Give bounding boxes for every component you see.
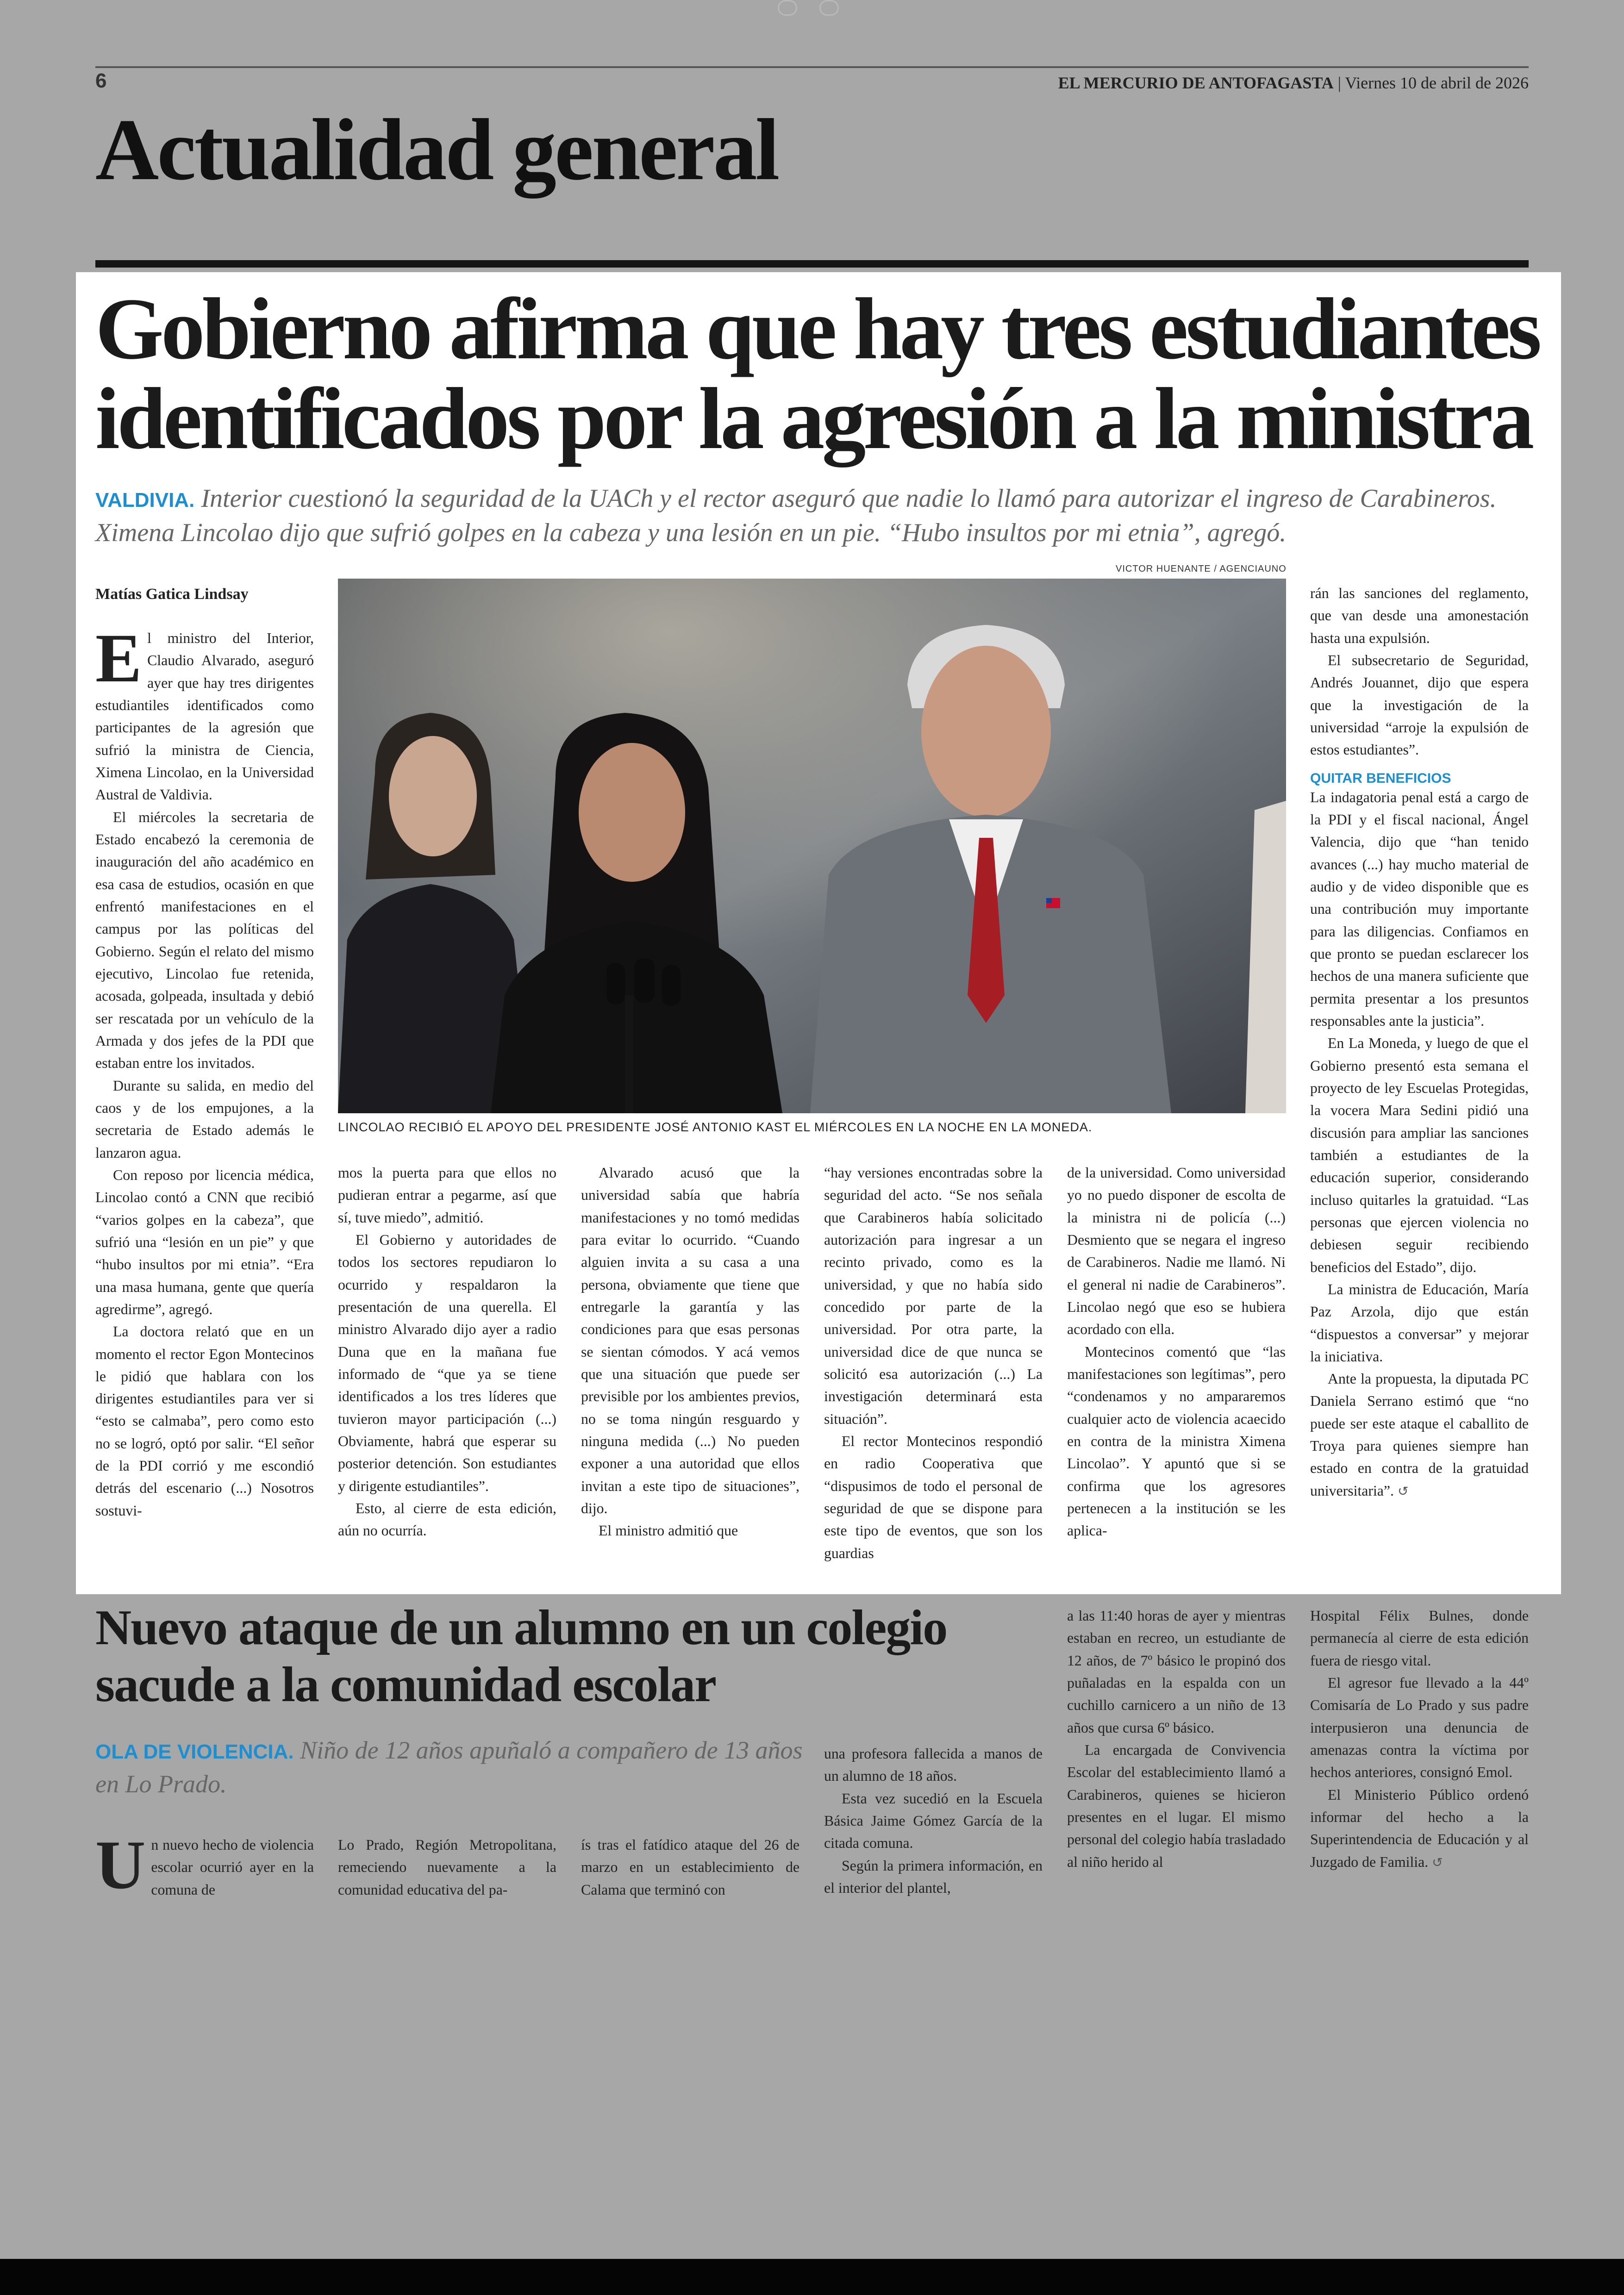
second-column-6 bbox=[1310, 1605, 1529, 1873]
drop-cap: E bbox=[95, 620, 142, 697]
issue-date: Viernes 10 de abril de 2026 bbox=[1345, 74, 1529, 92]
second-deck bbox=[95, 1734, 808, 1801]
paragraph: una profesora fallecida a manos de un alumno de 18 años. bbox=[824, 1746, 1043, 1784]
paragraph: Esto, al cierre de esta edición, aún no ocurría. bbox=[338, 1500, 556, 1539]
paragraph: Ante la propuesta, la diputada PC Daniela Serrano estimó que “no puede ser este ataque el caballito de Troya para quienes siempre han estado en contra de la gratuidad universitaria”. bbox=[1310, 1371, 1529, 1499]
main-column-3 bbox=[581, 1162, 800, 1542]
subheading: QUITAR BENEFICIOS bbox=[1310, 770, 1451, 786]
paragraph: Alvarado acusó que la universidad sabía que habría manifestaciones y no tomó medidas para evitar lo ocurrido. “Cuando alguien invita a su casa a una persona, obviamente que tiene que entregarle la garantía y las condiciones para que esas personas se sientan cómodos. Y acá vemos que una situación que puede ser previsible por los ambientes previos, no se toma ningún resguardo y ninguna medida (...) No pueden exponer a una autoridad que ellos invitan a este tipo de situaciones”, dijo. bbox=[581, 1165, 800, 1516]
paragraph: La doctora relató que en un momento el rector Egon Montecinos le pidió que hablara con los dirigentes estudiantiles para ver si “esto se calmaba”, pero como esto no se logró, optó por salir. “El señor de la PDI corrió y me escondió detrás del escenario (...) Nosotros sostuvi- bbox=[95, 1323, 314, 1519]
newspaper-name: EL MERCURIO DE ANTOFAGASTA bbox=[1058, 74, 1334, 92]
paragraph: El Gobierno y autoridades de todos los sectores repudiaron lo ocurrido y respaldaron la presentación de una querella. El ministro Alvarado dijo ayer a radio Duna que en la mañana fue informado de “que ya se tiene identificados a los tres líderes que tuvieron mayor participación (...) Obviamente, habrá que esperar su posterior detención. Son estudiantes y dirigente estudiantiles”. bbox=[338, 1231, 556, 1494]
second-headline: Nuevo ataque de un alumno en un colegio sacude a la comunidad escolar bbox=[95, 1600, 947, 1713]
paragraph: La indagatoria penal está a cargo de la PDI y el fiscal nacional, Ángel Valencia, dijo que “han tenido avances (...) hay mucho material de audio y de video disponible que es una contribución muy importante para las diligencias. Confiamos en que pronto se puedan esclarecer los hechos de una manera suficiente que permita presentar a los presuntos responsables ante la justicia”. bbox=[1310, 789, 1529, 1029]
main-column-5 bbox=[1067, 1162, 1286, 1542]
paragraph: l ministro del Interior, Claudio Alvarado, aseguró ayer que hay tres dirigentes estudiantiles identificados como participantes de la agresión que sufrió la ministra de Ciencia, Ximena Lincolao, en la Universidad Austral de Valdivia. bbox=[95, 630, 314, 803]
main-column-4 bbox=[824, 1162, 1043, 1565]
main-column-2 bbox=[338, 1162, 556, 1542]
paragraph: Según la primera información, en el interior del plantel, bbox=[824, 1857, 1043, 1896]
paragraph: El rector Montecinos respondió en radio Cooperativa que “dispusimos de todo el personal de seguridad de que se dispone para este tipo de eventos, que son los guardias bbox=[824, 1433, 1043, 1561]
second-column-3 bbox=[581, 1834, 800, 1901]
photo-credit: VICTOR HUENANTE / AGENCIAUNO bbox=[1116, 564, 1287, 574]
paragraph: Durante su salida, en medio del caos y de los empujones, a la secretaria de Estado además le lanzaron agua. bbox=[95, 1077, 314, 1161]
end-mark-icon: ↺ bbox=[1397, 1483, 1409, 1499]
paragraph: La ministra de Educación, María Paz Arzola, dijo que están “dispuestos a conversar” y mejorar la iniciativa. bbox=[1310, 1281, 1529, 1365]
second-deck-text: Niño de 12 años apuñaló a compañero de 13 años en Lo Prado. bbox=[95, 1736, 803, 1798]
main-kicker: VALDIVIA. bbox=[95, 489, 195, 511]
headline-line-1: Gobierno afirma que hay tres estudiantes bbox=[95, 281, 1539, 378]
second-kicker: OLA DE VIOLENCIA. bbox=[95, 1740, 294, 1763]
top-page-indicator bbox=[778, 0, 847, 14]
paragraph: Montecinos comentó que “las manifestaciones son legítimas”, pero “condenamos y no ampararemos cualquier acto de violencia acaecido en contra de la ministra Ximena Lincolao”. Y apuntó que si se confirma que los agresores pertenecen a la institución se les aplica- bbox=[1067, 1343, 1286, 1539]
paragraph: mos la puerta para que ellos no pudieran entrar a pegarme, así que sí, tuve miedo”, admitió. bbox=[338, 1165, 556, 1226]
second-column-2 bbox=[338, 1834, 556, 1901]
paragraph: El Ministerio Público ordenó informar del hecho a la Superintendencia de Educación y al Juzgado de Familia. bbox=[1310, 1786, 1529, 1870]
paragraph: de la universidad. Como universidad yo no puedo disponer de escolta de la ministra ni de policía (...) Desmiento que se negara el ingreso de Carabineros. Nadie me llamó. Ni el general ni nadie de Carabineros”. Lincolao negó que eso se hubiera acordado con ella. bbox=[1067, 1165, 1286, 1338]
end-mark-icon: ↺ bbox=[1432, 1854, 1443, 1870]
second-column-4 bbox=[824, 1743, 1043, 1899]
main-headline bbox=[95, 281, 1549, 468]
paragraph: Hospital Félix Bulnes, donde permanecía al cierre de esta edición fuera de riesgo vital. bbox=[1310, 1608, 1529, 1669]
headline-line-2: identificados por la agresión a la ministra bbox=[95, 370, 1532, 468]
page-dot-icon bbox=[819, 0, 839, 16]
main-deck bbox=[95, 481, 1535, 550]
second-column-5 bbox=[1067, 1605, 1286, 1873]
paragraph: En La Moneda, y luego de que el Gobierno presentó esta semana el proyecto de ley Escuelas Protegidas, la vocera Mara Sedini pidió una discusión para ampliar las sanciones también a estudiantes de la educación superior, considerando incluso quitarles la gratuidad. “Las personas que ejercen violencia no debiesen seguir recibiendo beneficios del Estado”, dijo. bbox=[1310, 1035, 1529, 1275]
drop-cap: U bbox=[95, 1827, 146, 1903]
paragraph: “hay versiones encontradas sobre la seguridad del acto. “Se nos señala que Carabineros había solicitado autorización para ingresar a un recinto privado, como es la universidad, y que no había sido concedido por parte de la universidad. Por otra parte, la universidad dice de que nunca se solicitó esa autorización (...) La investigación determinará esta situación”. bbox=[824, 1165, 1043, 1427]
section-title: Actualidad general bbox=[95, 101, 778, 199]
photo-caption: LINCOLAO RECIBIÓ EL APOYO DEL PRESIDENTE JOSÉ ANTONIO KAST EL MIÉRCOLES EN LA NOCHE EN LA MONEDA. bbox=[338, 1120, 1093, 1134]
main-deck-text: Interior cuestionó la seguridad de la UACh y el rector aseguró que nadie lo llamó para autorizar el ingreso de Carabineros. Ximena Lincolao dijo que sufrió golpes en la cabeza y una lesión en un pie. “Hubo insultos por mi etnia”, agregó. bbox=[95, 484, 1497, 548]
paragraph: Lo Prado, Región Metropolitana, remeciendo nuevamente a la comunidad educativa del pa- bbox=[338, 1837, 556, 1898]
masthead: EL MERCURIO DE ANTOFAGASTA | Viernes 10 de abril de 2026 bbox=[1058, 74, 1529, 92]
paragraph: La encargada de Convivencia Escolar del establecimiento llamó a Carabineros, quienes se hicieron presentes en el lugar. El mismo personal del colegio había trasladado al niño herido al bbox=[1067, 1741, 1286, 1870]
section-rule bbox=[95, 260, 1529, 268]
second-column-1 bbox=[95, 1827, 314, 1903]
photo-illustration bbox=[338, 579, 1286, 1113]
main-column-6 bbox=[1310, 582, 1529, 1502]
paragraph: n nuevo hecho de violencia escolar ocurrió ayer en la comuna de bbox=[151, 1837, 314, 1898]
paragraph: Esta vez sucedió en la Escuela Básica Jaime Gómez García de la citada comuna. bbox=[824, 1790, 1043, 1852]
byline: Matías Gatica Lindsay bbox=[95, 586, 249, 603]
bottom-bar bbox=[0, 2259, 1624, 2295]
news-photo bbox=[338, 579, 1286, 1113]
paragraph: Con reposo por licencia médica, Lincolao contó a CNN que recibió “varios golpes en la cabeza”, que sufrió una “lesión en un pie” y que “hubo insultos por mi etnia”. “Era una masa humana, gente que quería agredirme”, agregó. bbox=[95, 1166, 314, 1317]
paragraph: El ministro admitió que bbox=[599, 1522, 738, 1539]
top-rule bbox=[95, 66, 1529, 68]
paragraph: El miércoles la secretaria de Estado encabezó la ceremonia de inauguración del año académico en esa casa de estudios, ocasión en que enfrentó manifestaciones en el campus por las políticas del Gobierno. Según el relato del mismo ejecutivo, Lincolao fue retenida, acosada, golpeada, insultada y debió ser rescatada por un vehículo de la Armada y dos jefes de la PDI que estaban entre los invitados. bbox=[95, 809, 314, 1072]
paragraph: El subsecretario de Seguridad, Andrés Jouannet, dijo que espera que la investigación de la universidad “arroje la expulsión de estos estudiantes”. bbox=[1310, 652, 1529, 758]
paragraph: ís tras el fatídico ataque del 26 de marzo en un establecimiento de Calama que terminó con bbox=[581, 1837, 800, 1898]
paragraph: a las 11:40 horas de ayer y mientras estaban en recreo, un estudiante de 12 años, de 7º básico le propinó dos puñaladas en la espalda con un cuchillo carnicero a un niño de 13 años que cursa 6º básico. bbox=[1067, 1608, 1286, 1736]
page-number: 6 bbox=[95, 69, 107, 92]
page-dot-icon bbox=[778, 0, 797, 16]
main-column-1 bbox=[95, 620, 314, 1522]
paragraph: rán las sanciones del reglamento, que van desde una amonestación hasta una expulsión. bbox=[1310, 585, 1529, 646]
paragraph: El agresor fue llevado a la 44º Comisaría de Lo Prado y sus padre interpusieron una denuncia de amenazas contra la víctima por hechos anteriores, consignó Emol. bbox=[1310, 1674, 1529, 1781]
